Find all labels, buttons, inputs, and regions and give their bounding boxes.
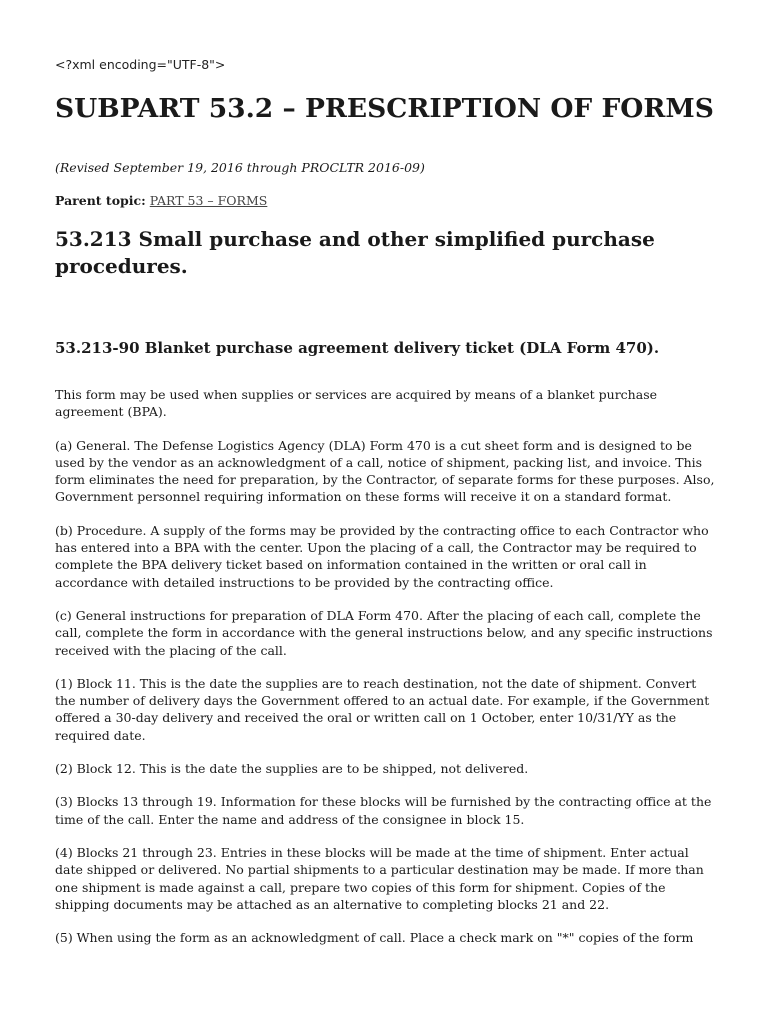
paragraph-c-instructions: (c) General instructions for preparation of DLA Form 470. After the placing of each call, complete the call, complete the form in accordance with the general instructions below, and any specific instructions received with the placing of the call. [55, 607, 713, 658]
page-title: SUBPART 53.2 – PRESCRIPTION OF FORMS [55, 93, 714, 124]
subsection-heading: 53.213-90 Blanket purchase agreement delivery ticket (DLA Form 470). [55, 339, 660, 357]
paragraph-2-block-12: (2) Block 12. This is the date the supplies are to be shipped, not delivered. [55, 761, 529, 777]
paragraph-b-procedure: (b) Procedure. A supply of the forms may be provided by the contracting office to each Contractor who has entered into a BPA with the center. Upon the placing of a call, the Contractor may be required to complete the BPA delivery ticket based on information contained in the written or oral call in accordance with detailed instructions to be provided by the contracting office. [55, 522, 709, 590]
body-text [55, 386, 720, 962]
paragraph-1-block-11: (1) Block 11. This is the date the supplies are to reach destination, not the date of shipment. Convert the number of delivery days the Government offered to an actual date. For example, if the Government offered a 30-day delivery and received the oral or written call on 1 October, enter 10/31/YY as the required date. [55, 675, 710, 743]
paragraph-a-general: (a) General. The Defense Logistics Agency (DLA) Form 470 is a cut sheet form and is designed to be used by the vendor as an acknowledgment of a call, notice of shipment, packing list, and invoice. This form eliminates the need for preparation, by the Contractor, of separate forms for these purposes. Also, Government personnel requiring information on these forms will receive it on a standard format. [55, 437, 715, 505]
parent-topic [55, 192, 267, 209]
parent-topic-label: Parent topic: [55, 193, 146, 208]
paragraph-4-blocks-21-23: (4) Blocks 21 through 23. Entries in these blocks will be made at the time of shipment. Enter actual date shipped or delivered. No partial shipments to a particular destination may be made. If more than one shipment is made against a call, prepare two copies of this form for shipment. Copies of the shipping documents may be attached as an alternative to completing blocks 21 and 22. [55, 844, 704, 912]
section-heading: 53.213 Small purchase and other simplified purchase procedures. [55, 227, 655, 278]
xml-declaration: <?xml encoding="UTF-8"> [55, 57, 226, 72]
revision-note: (Revised September 19, 2016 through PROCLTR 2016-09) [55, 160, 425, 175]
paragraph-3-blocks-13-19: (3) Blocks 13 through 19. Information for these blocks will be furnished by the contracting office at the time of the call. Enter the name and address of the consignee in block 15. [55, 794, 712, 827]
paragraph-intro: This form may be used when supplies or services are acquired by means of a blanket purchase agreement (BPA). [55, 387, 658, 420]
parent-topic-link[interactable]: PART 53 – FORMS [149, 193, 268, 208]
paragraph-5-acknowledgment: (5) When using the form as an acknowledgment of call. Place a check mark on "*" copies of the form [55, 930, 694, 946]
